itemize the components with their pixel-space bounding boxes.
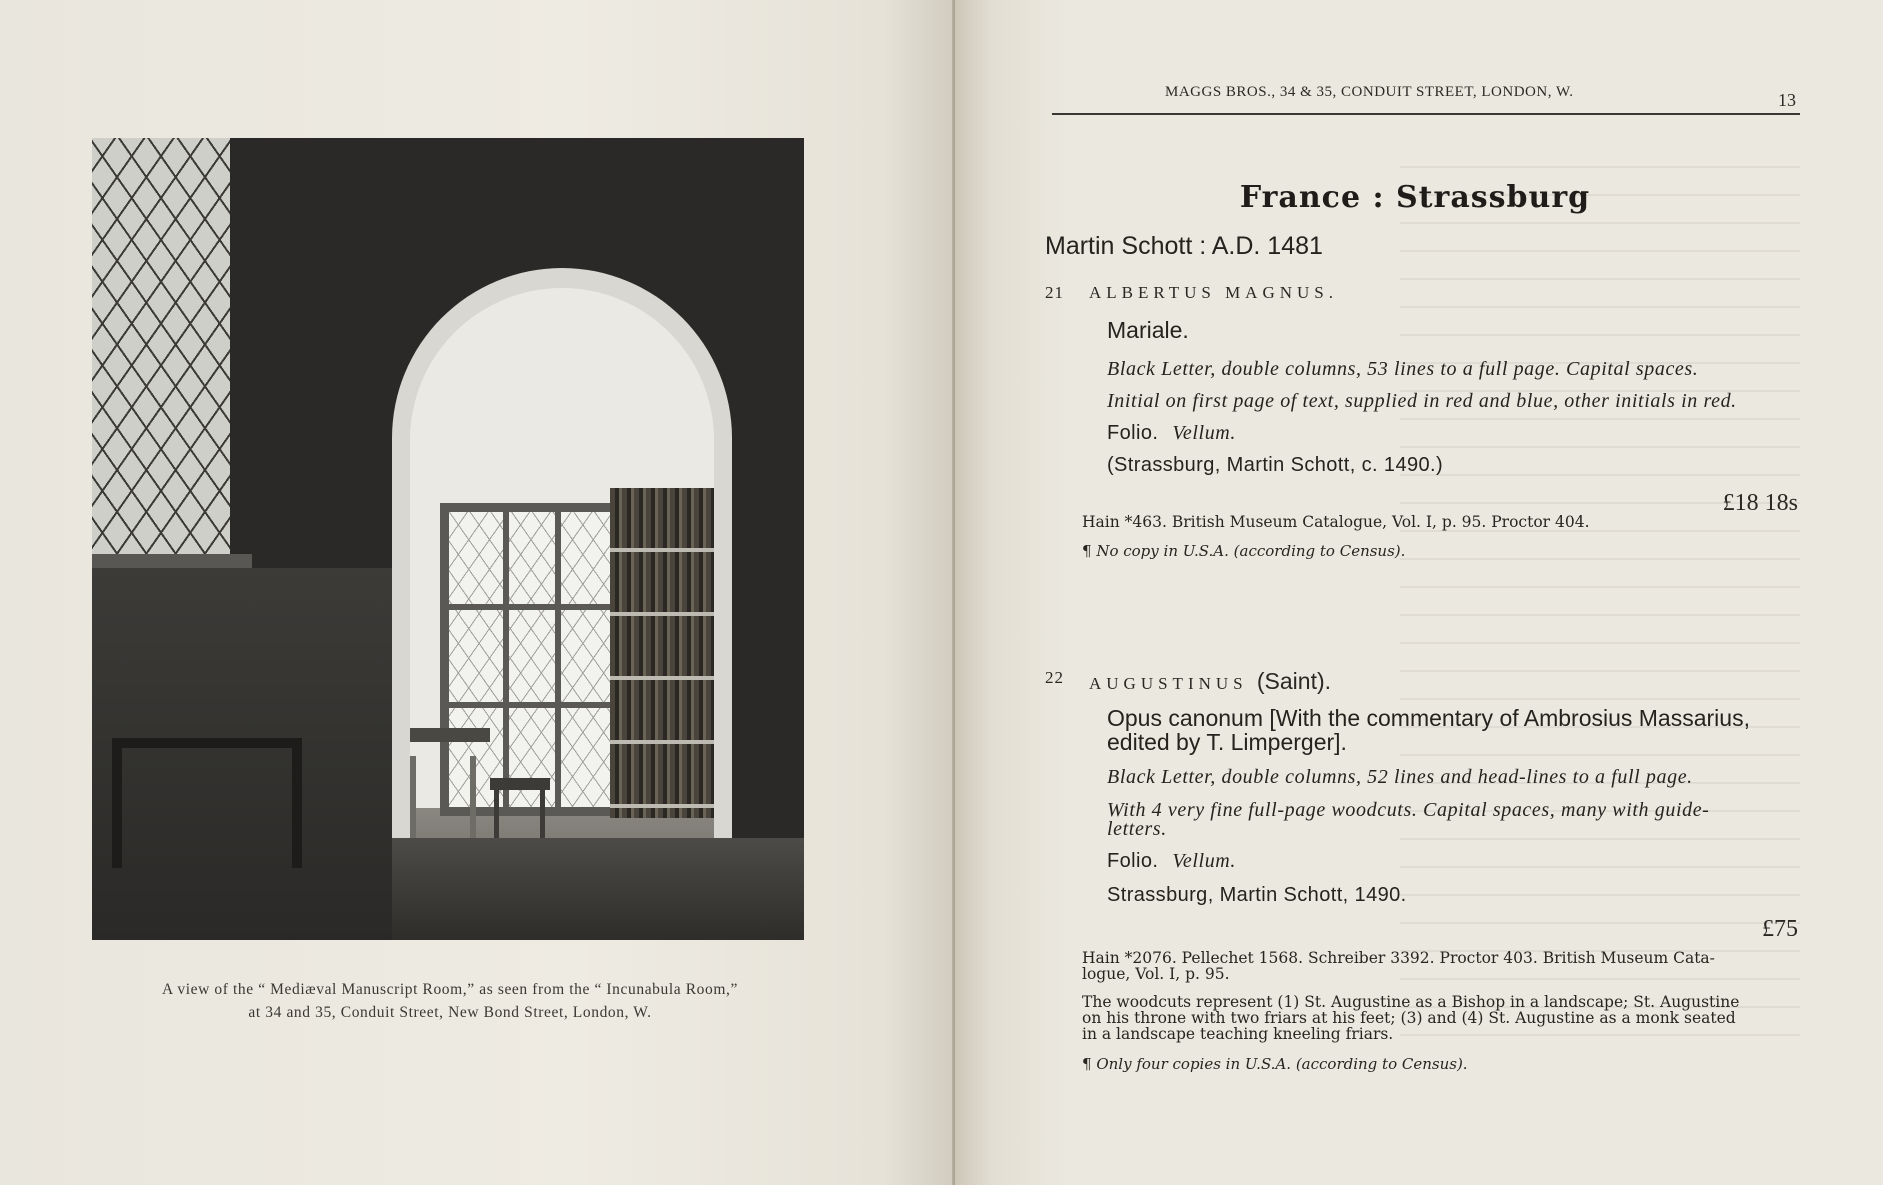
printer-heading: Martin Schott : A.D. 1481: [1045, 232, 1323, 260]
bookshelves: [610, 488, 714, 818]
woodcut-description: [1082, 994, 1800, 1042]
woodcut-line: in a landscape teaching kneeling friars.: [1082, 1025, 1394, 1043]
entry-title: Opus canonum [With the commentary of Ambrosius Massarius,: [1107, 705, 1750, 731]
entry-format: [1107, 850, 1800, 873]
format-binding: Vellum.: [1172, 422, 1236, 444]
pilcrow-mark: ¶: [1082, 1055, 1092, 1073]
author-name: AUGUSTINUS: [1089, 674, 1248, 693]
pilcrow-mark: ¶: [1082, 542, 1092, 560]
running-header: MAGGS BROS., 34 & 35, CONDUIT STREET, LONDON, W.: [1165, 84, 1574, 100]
leaded-window: [92, 138, 230, 558]
entry-imprint: (Strassburg, Martin Schott, c. 1490.): [1107, 454, 1444, 476]
entry-description: With 4 very fine full-page woodcuts. Capital spaces, many with guide-: [1107, 799, 1710, 821]
entry-title: Mariale.: [1107, 317, 1189, 343]
entry-description: Black Letter, double columns, 52 lines and head-lines to a full page.: [1107, 766, 1693, 788]
woodcut-line: on his throne with two friars at his feet; (3) and (4) St. Augustine as a monk seated: [1082, 1009, 1736, 1027]
entry-census-note: [1082, 1055, 1468, 1073]
format-size: Folio.: [1107, 850, 1159, 872]
entry-description: letters.: [1107, 818, 1167, 840]
caption-line: at 34 and 35, Conduit Street, New Bond Street, London, W.: [248, 1004, 652, 1021]
reference-line: logue, Vol. I, p. 95.: [1082, 965, 1230, 983]
entry-census-note: [1082, 542, 1405, 560]
entry-format: [1107, 422, 1800, 445]
bench: [112, 738, 302, 868]
foreground-floor: [392, 838, 804, 940]
caption-line: A view of the “ Mediæval Manuscript Room,” as seen from the “ Incunabula Room,”: [162, 981, 738, 998]
author-epithet: (Saint).: [1256, 668, 1332, 694]
entry-number: 21: [1045, 283, 1064, 302]
entry-references: [1082, 950, 1800, 982]
note-text: Only four copies in U.S.A. (according to Census).: [1096, 1055, 1468, 1073]
format-size: Folio.: [1107, 422, 1159, 444]
reference-line: Hain *2076. Pellechet 1568. Schreiber 3392. Proctor 403. British Museum Cata-: [1082, 949, 1715, 967]
header-rule: [1052, 113, 1800, 115]
entry-imprint: Strassburg, Martin Schott, 1490.: [1107, 884, 1407, 906]
page-number: 13: [1778, 90, 1796, 110]
entry-references: Hain *463. British Museum Catalogue, Vol. I, p. 95. Proctor 404.: [1082, 513, 1590, 531]
entry-price: £18 18s: [1722, 490, 1798, 516]
manuscript-room-photograph: [92, 138, 804, 940]
woodcut-line: The woodcuts represent (1) St. Augustine as a Bishop in a landscape; St. Augustine: [1082, 993, 1740, 1011]
photo-caption: [70, 978, 830, 1024]
entry-title: edited by T. Limperger].: [1107, 729, 1347, 755]
entry-price: £75: [1762, 916, 1798, 942]
entry-description: Initial on first page of text, supplied in red and blue, other initials in red.: [1107, 390, 1737, 412]
entry-number: 22: [1045, 668, 1064, 687]
window-sill: [92, 554, 252, 568]
format-binding: Vellum.: [1172, 850, 1236, 872]
entry-author: [1089, 668, 1331, 695]
entry-author: ALBERTUS MAGNUS.: [1089, 283, 1338, 302]
note-text: No copy in U.S.A. (according to Census).: [1096, 542, 1406, 560]
entry-description: Black Letter, double columns, 53 lines to a full page. Capital spaces.: [1107, 358, 1699, 380]
section-title: France : Strassburg: [1239, 180, 1591, 215]
